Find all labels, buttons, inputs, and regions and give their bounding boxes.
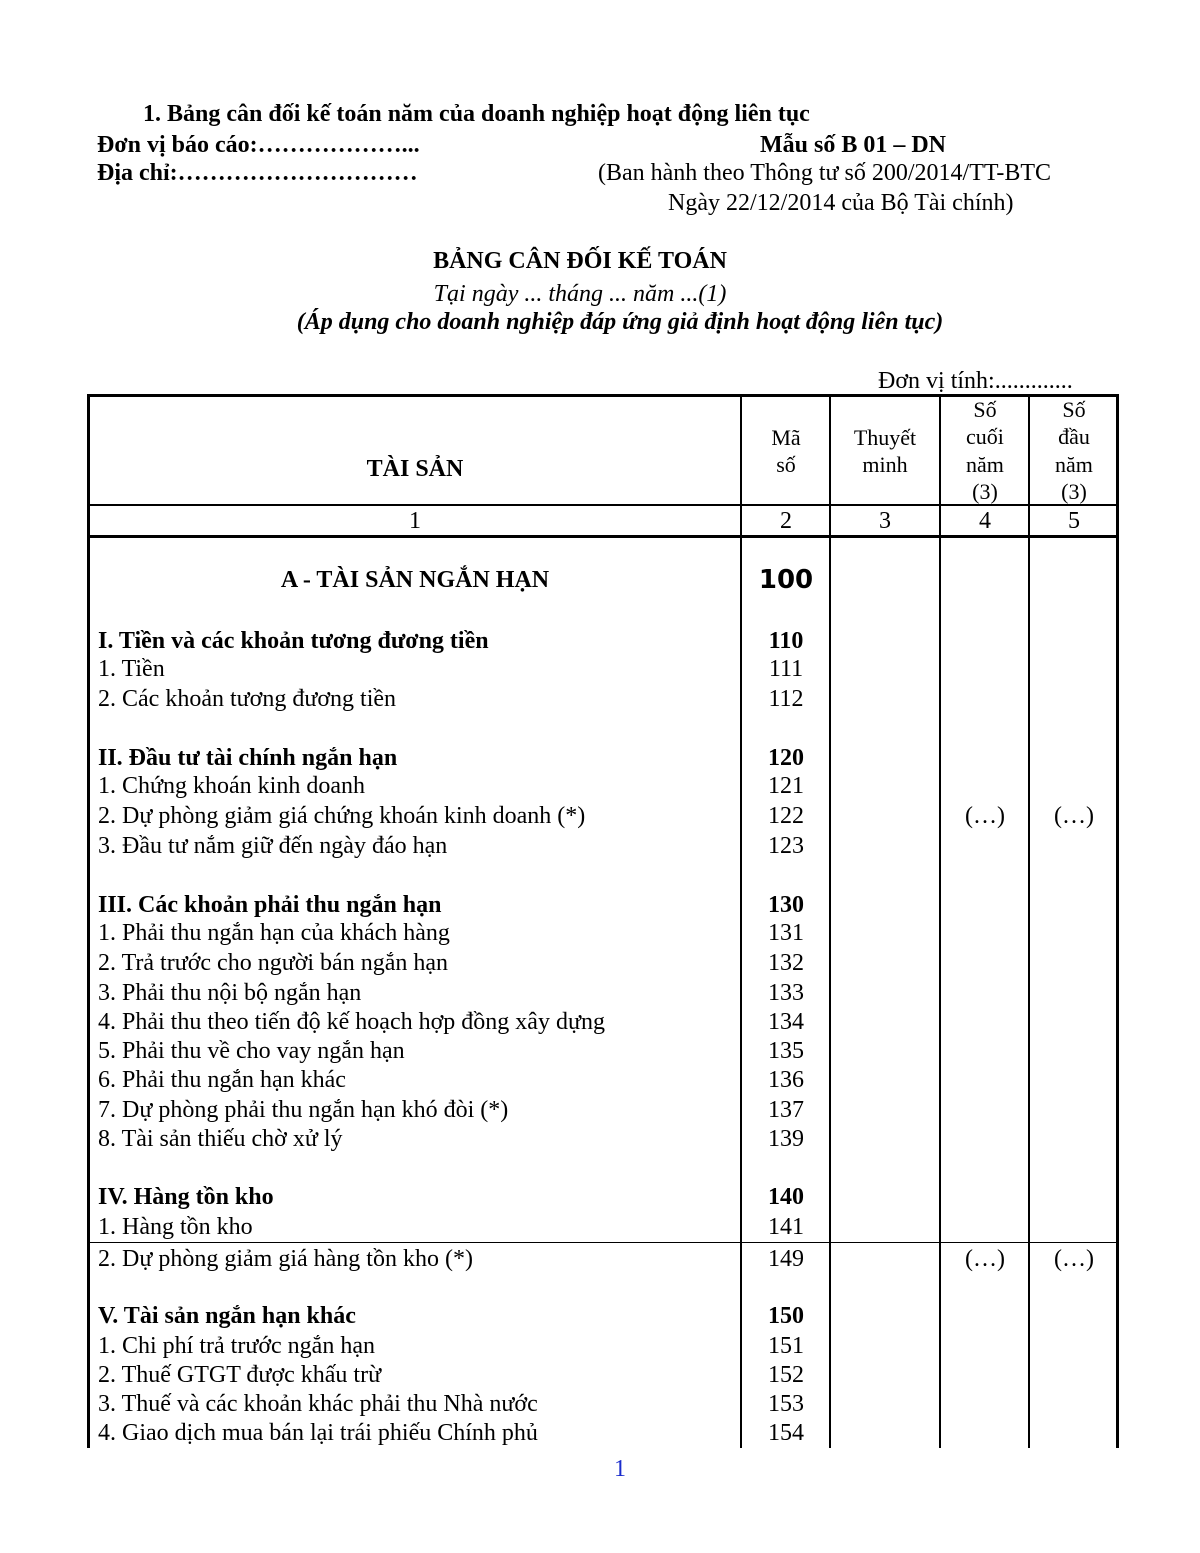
row-label: 1. Hàng tồn kho — [98, 1214, 253, 1240]
header-begin-l3: năm — [1055, 452, 1093, 477]
row-divider — [87, 1242, 1119, 1243]
reporting-unit-line: Đơn vị báo cáo:………………... — [97, 132, 420, 158]
header-code-l1: Mã — [771, 425, 801, 450]
row-label: 2. Dự phòng giảm giá chứng khoán kinh doanh (*) — [98, 803, 586, 829]
row-code: 134 — [768, 1009, 804, 1035]
row-code: 130 — [768, 892, 804, 918]
header-begin-l1: Số — [1062, 397, 1086, 422]
row-label: 2. Dự phòng giảm giá hàng tồn kho (*) — [98, 1246, 473, 1272]
header-note-l1: Thuyết — [853, 425, 917, 450]
row-code: 122 — [768, 803, 804, 829]
row-code: 123 — [768, 833, 804, 859]
row-label: 6. Phải thu ngắn hạn khác — [98, 1067, 346, 1093]
row-code: 141 — [768, 1214, 804, 1240]
issued-date-line: Ngày 22/12/2014 của Bộ Tài chính) — [668, 190, 1014, 216]
row-label: II. Đầu tư tài chính ngắn hạn — [98, 745, 398, 771]
row-code: 131 — [768, 920, 804, 946]
col-divider-3 — [939, 394, 941, 1448]
col-number: 4 — [979, 508, 991, 534]
row-label: 4. Phải thu theo tiến độ kế hoạch hợp đồng xây dựng — [98, 1009, 605, 1035]
row-code: 153 — [768, 1391, 804, 1417]
row-label: 2. Thuế GTGT được khấu trừ — [98, 1362, 382, 1388]
row-code: 135 — [768, 1038, 804, 1064]
row-label: 5. Phải thu về cho vay ngắn hạn — [98, 1038, 405, 1064]
col-number: 2 — [780, 508, 792, 534]
col-divider-4 — [1028, 394, 1030, 1448]
row-label: 8. Tài sản thiếu chờ xử lý — [98, 1126, 343, 1152]
row-label: 1. Tiền — [98, 656, 165, 682]
row-code: 137 — [768, 1097, 804, 1123]
issued-by-line: (Ban hành theo Thông tư số 200/2014/TT-BTC — [598, 160, 1051, 186]
page-number: 1 — [614, 1456, 626, 1482]
row-label: 3. Phải thu nội bộ ngắn hạn — [98, 980, 362, 1006]
row-label: 1. Phải thu ngắn hạn của khách hàng — [98, 920, 450, 946]
row-begin-value: (…) — [1054, 1246, 1094, 1272]
report-title: 1. Bảng cân đối kế toán năm của doanh nghiệp hoạt động liên tục — [143, 101, 810, 127]
row-code: 110 — [768, 628, 804, 654]
row-end-value: (…) — [965, 803, 1005, 829]
row-code: 111 — [768, 656, 804, 682]
table-border-right — [1116, 394, 1119, 1448]
section-code: 100 — [758, 565, 814, 595]
address-line: Địa chỉ:………………………… — [97, 160, 418, 186]
page-title: BẢNG CÂN ĐỐI KẾ TOÁN — [433, 248, 727, 274]
currency-unit: Đơn vị tính:............. — [878, 368, 1073, 394]
col-number: 5 — [1068, 508, 1080, 534]
col-number: 1 — [409, 508, 421, 534]
row-code: 152 — [768, 1362, 804, 1388]
header-code-l2: số — [776, 452, 796, 477]
row-label: 7. Dự phòng phải thu ngắn hạn khó đòi (*) — [98, 1097, 509, 1123]
row-code: 140 — [768, 1184, 804, 1210]
table-border-left — [87, 394, 90, 1448]
header-assets: TÀI SẢN — [366, 456, 464, 482]
header-end-l1: Số — [973, 397, 997, 422]
header-note-l2: minh — [862, 452, 908, 477]
row-label: V. Tài sản ngắn hạn khác — [98, 1303, 356, 1329]
header-begin-l4: (3) — [1061, 479, 1087, 504]
colnum-divider — [87, 535, 1119, 538]
row-begin-value: (…) — [1054, 803, 1094, 829]
row-code: 133 — [768, 980, 804, 1006]
header-end-l3: năm — [966, 452, 1004, 477]
row-code: 139 — [768, 1126, 804, 1152]
row-label: 4. Giao dịch mua bán lại trái phiếu Chính phủ — [98, 1420, 538, 1446]
row-label: 2. Trả trước cho người bán ngắn hạn — [98, 950, 449, 976]
row-end-value: (…) — [965, 1246, 1005, 1272]
row-code: 154 — [768, 1420, 804, 1446]
header-end-l4: (3) — [972, 479, 998, 504]
form-number: Mẫu số B 01 – DN — [760, 132, 947, 158]
section-heading: A - TÀI SẢN NGẮN HẠN — [280, 567, 550, 593]
header-end-l2: cuối — [966, 424, 1004, 449]
row-code: 121 — [768, 773, 804, 799]
row-label: 1. Chi phí trả trước ngắn hạn — [98, 1333, 375, 1359]
row-code: 132 — [768, 950, 804, 976]
row-code: 150 — [768, 1303, 804, 1329]
row-code: 112 — [768, 686, 804, 712]
report-date-line: Tại ngày ... tháng ... năm ...(1) — [433, 281, 727, 307]
row-code: 136 — [768, 1067, 804, 1093]
col-number: 3 — [879, 508, 891, 534]
applicability-note: (Áp dụng cho doanh nghiệp đáp ứng giả định hoạt động liên tục) — [296, 309, 944, 335]
row-code: 120 — [768, 745, 804, 771]
row-label: 2. Các khoản tương đương tiền — [98, 686, 397, 712]
header-begin-l2: đầu — [1058, 424, 1090, 449]
row-label: 3. Đầu tư nắm giữ đến ngày đáo hạn — [98, 833, 448, 859]
row-label: 1. Chứng khoán kinh doanh — [98, 773, 365, 799]
row-label: 3. Thuế và các khoản khác phải thu Nhà nước — [98, 1391, 538, 1417]
row-label: I. Tiền và các khoản tương đương tiền — [98, 628, 489, 654]
row-code: 149 — [768, 1246, 804, 1272]
row-label: III. Các khoản phải thu ngắn hạn — [98, 892, 442, 918]
row-label: IV. Hàng tồn kho — [98, 1184, 274, 1210]
row-code: 151 — [768, 1333, 804, 1359]
